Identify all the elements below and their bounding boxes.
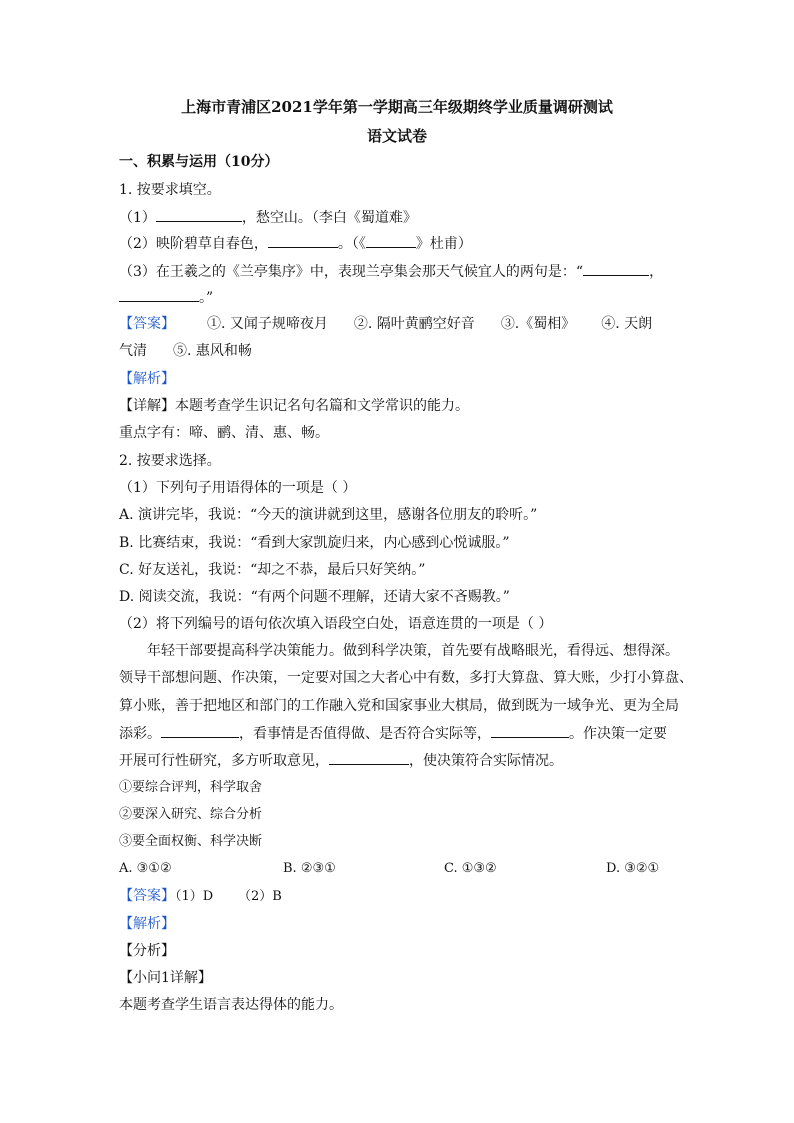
q1-keywords: 重点字有：啼、鹂、清、惠、畅。: [119, 425, 329, 441]
q2-detail: 本题考查学生语言表达得体的能力。: [119, 997, 343, 1013]
passage-line-3: 算小账，善于把地区和部门的工作融入党和国家事业大棋局，做到既为一域争光、更为全局: [119, 698, 679, 714]
statement-1: ①要综合评判，科学取舍: [119, 780, 263, 795]
passage-line-1: 年轻干部要提高科学决策能力。做到科学决策，首先要有战略眼光，看得远、想得深。: [147, 643, 679, 659]
q1-item-1: [119, 208, 417, 227]
q1-item-1-suffix: ，愁空山。（李白《蜀道难》: [241, 210, 417, 226]
q1-item-1-prefix: （1）: [119, 210, 156, 226]
q2-answer-text: （1）D （2）B: [175, 889, 282, 904]
section-heading: 一、积累与运用（10分）: [119, 154, 279, 170]
q1-answer: [119, 315, 652, 333]
answer-1: ①. 又闻子规啼夜月: [207, 316, 328, 332]
passage-line-4: [119, 724, 667, 743]
answer-blank: [156, 208, 242, 222]
q1-item-3-end: 。”: [199, 290, 214, 306]
answer-blank: [366, 234, 416, 248]
q1-detail: 【详解】本题考查学生识记名句名篇和文学常识的能力。: [119, 398, 469, 414]
passage-line-2: 领导干部想问题、作决策，一定要对国之大者心中有数，多打大算盘、算大账，少打小算盘、: [119, 670, 693, 686]
answer-2: ②. 隔叶黄鹂空好音: [353, 316, 475, 332]
choice-c: C. ①③②: [444, 861, 497, 876]
statement-3: ③要全面权衡、科学决断: [119, 834, 263, 849]
choice-d: D. ③②①: [606, 861, 660, 876]
answer-tag: 【答案】: [119, 888, 175, 904]
q1-item-2: [119, 234, 472, 253]
q1-item-3-cont: [119, 288, 213, 307]
q2-sub-2: （2）将下列编号的语句依次填入语段空白处，语意连贯的一项是（ ）: [119, 616, 553, 632]
analysis-tag: 【解析】: [119, 371, 175, 387]
q2-option-b: B. 比赛结束，我说：“看到大家凯旋归来，内心感到心悦诚服。”: [119, 535, 510, 551]
choice-a: A. ③①②: [119, 861, 172, 876]
passage-line-5-a: 开展可行性研究，多方听取意见，: [119, 753, 329, 769]
q1-item-2-suffix: 》杜甫）: [415, 236, 472, 252]
q2-option-a: A. 演讲完毕，我说：“今天的演讲就到这里，感谢各位朋友的聆听。”: [119, 507, 538, 523]
answer-blank: [329, 751, 409, 765]
question-2-stem: 2. 按要求选择。: [119, 453, 221, 469]
q1-item-2-prefix: （2）映阶碧草自春色，: [119, 236, 268, 252]
q2-option-d: D. 阅读交流，我说：“有两个问题不理解，还请大家不吝赐教。”: [119, 589, 510, 605]
answer-3: ③.《蜀相》: [500, 316, 576, 332]
answer-blank: [491, 724, 569, 738]
q1-item-3-comma: ，: [649, 264, 664, 280]
answer-blank: [583, 262, 649, 276]
doc-title: 上海市青浦区2021学年第一学期高三年级期终学业质量调研测试: [181, 98, 613, 116]
choice-b: B. ②③①: [283, 861, 336, 876]
q1-item-3: [119, 262, 663, 281]
answer-blank: [119, 288, 199, 302]
answer-4-cont: 气清: [119, 343, 147, 359]
answer-4: ④. 天朗: [601, 316, 653, 332]
passage-line-5: [119, 751, 563, 770]
q1-item-3-prefix: （3）在王羲之的《兰亭集序》中，表现兰亭集会那天气候宜人的两句是：“: [119, 264, 584, 280]
q2-sub-1: （1）下列句子用语得体的一项是（ ）: [119, 480, 357, 496]
analysis-tag: 【解析】: [119, 916, 175, 932]
statement-2: ②要深入研究、综合分析: [119, 807, 263, 822]
passage-line-5-b: ，使决策符合实际情况。: [409, 753, 563, 769]
passage-line-4-c: 。作决策一定要: [569, 726, 667, 742]
doc-subtitle: 语文试卷: [366, 127, 427, 145]
q2-option-c: C. 好友送礼，我说：“却之不恭，最后只好笑纳。”: [119, 562, 426, 578]
passage-line-4-b: ，看事情是否值得做、是否符合实际等，: [239, 726, 491, 742]
answer-blank: [161, 724, 239, 738]
question-1-stem: 1. 按要求填空。: [119, 182, 221, 198]
analysis-subheading: 【分析】: [119, 943, 175, 959]
q1-item-2-mid: 。（《: [337, 236, 366, 252]
answer-5: ⑤. 惠风和畅: [173, 343, 252, 359]
passage-line-4-a: 添彩。: [119, 726, 161, 742]
q1-answer-cont: [119, 342, 252, 360]
answer-blank: [268, 234, 338, 248]
sub-question-heading: 【小问1详解】: [119, 970, 212, 986]
answer-tag: 【答案】: [119, 316, 175, 332]
q2-answer: [119, 887, 282, 906]
